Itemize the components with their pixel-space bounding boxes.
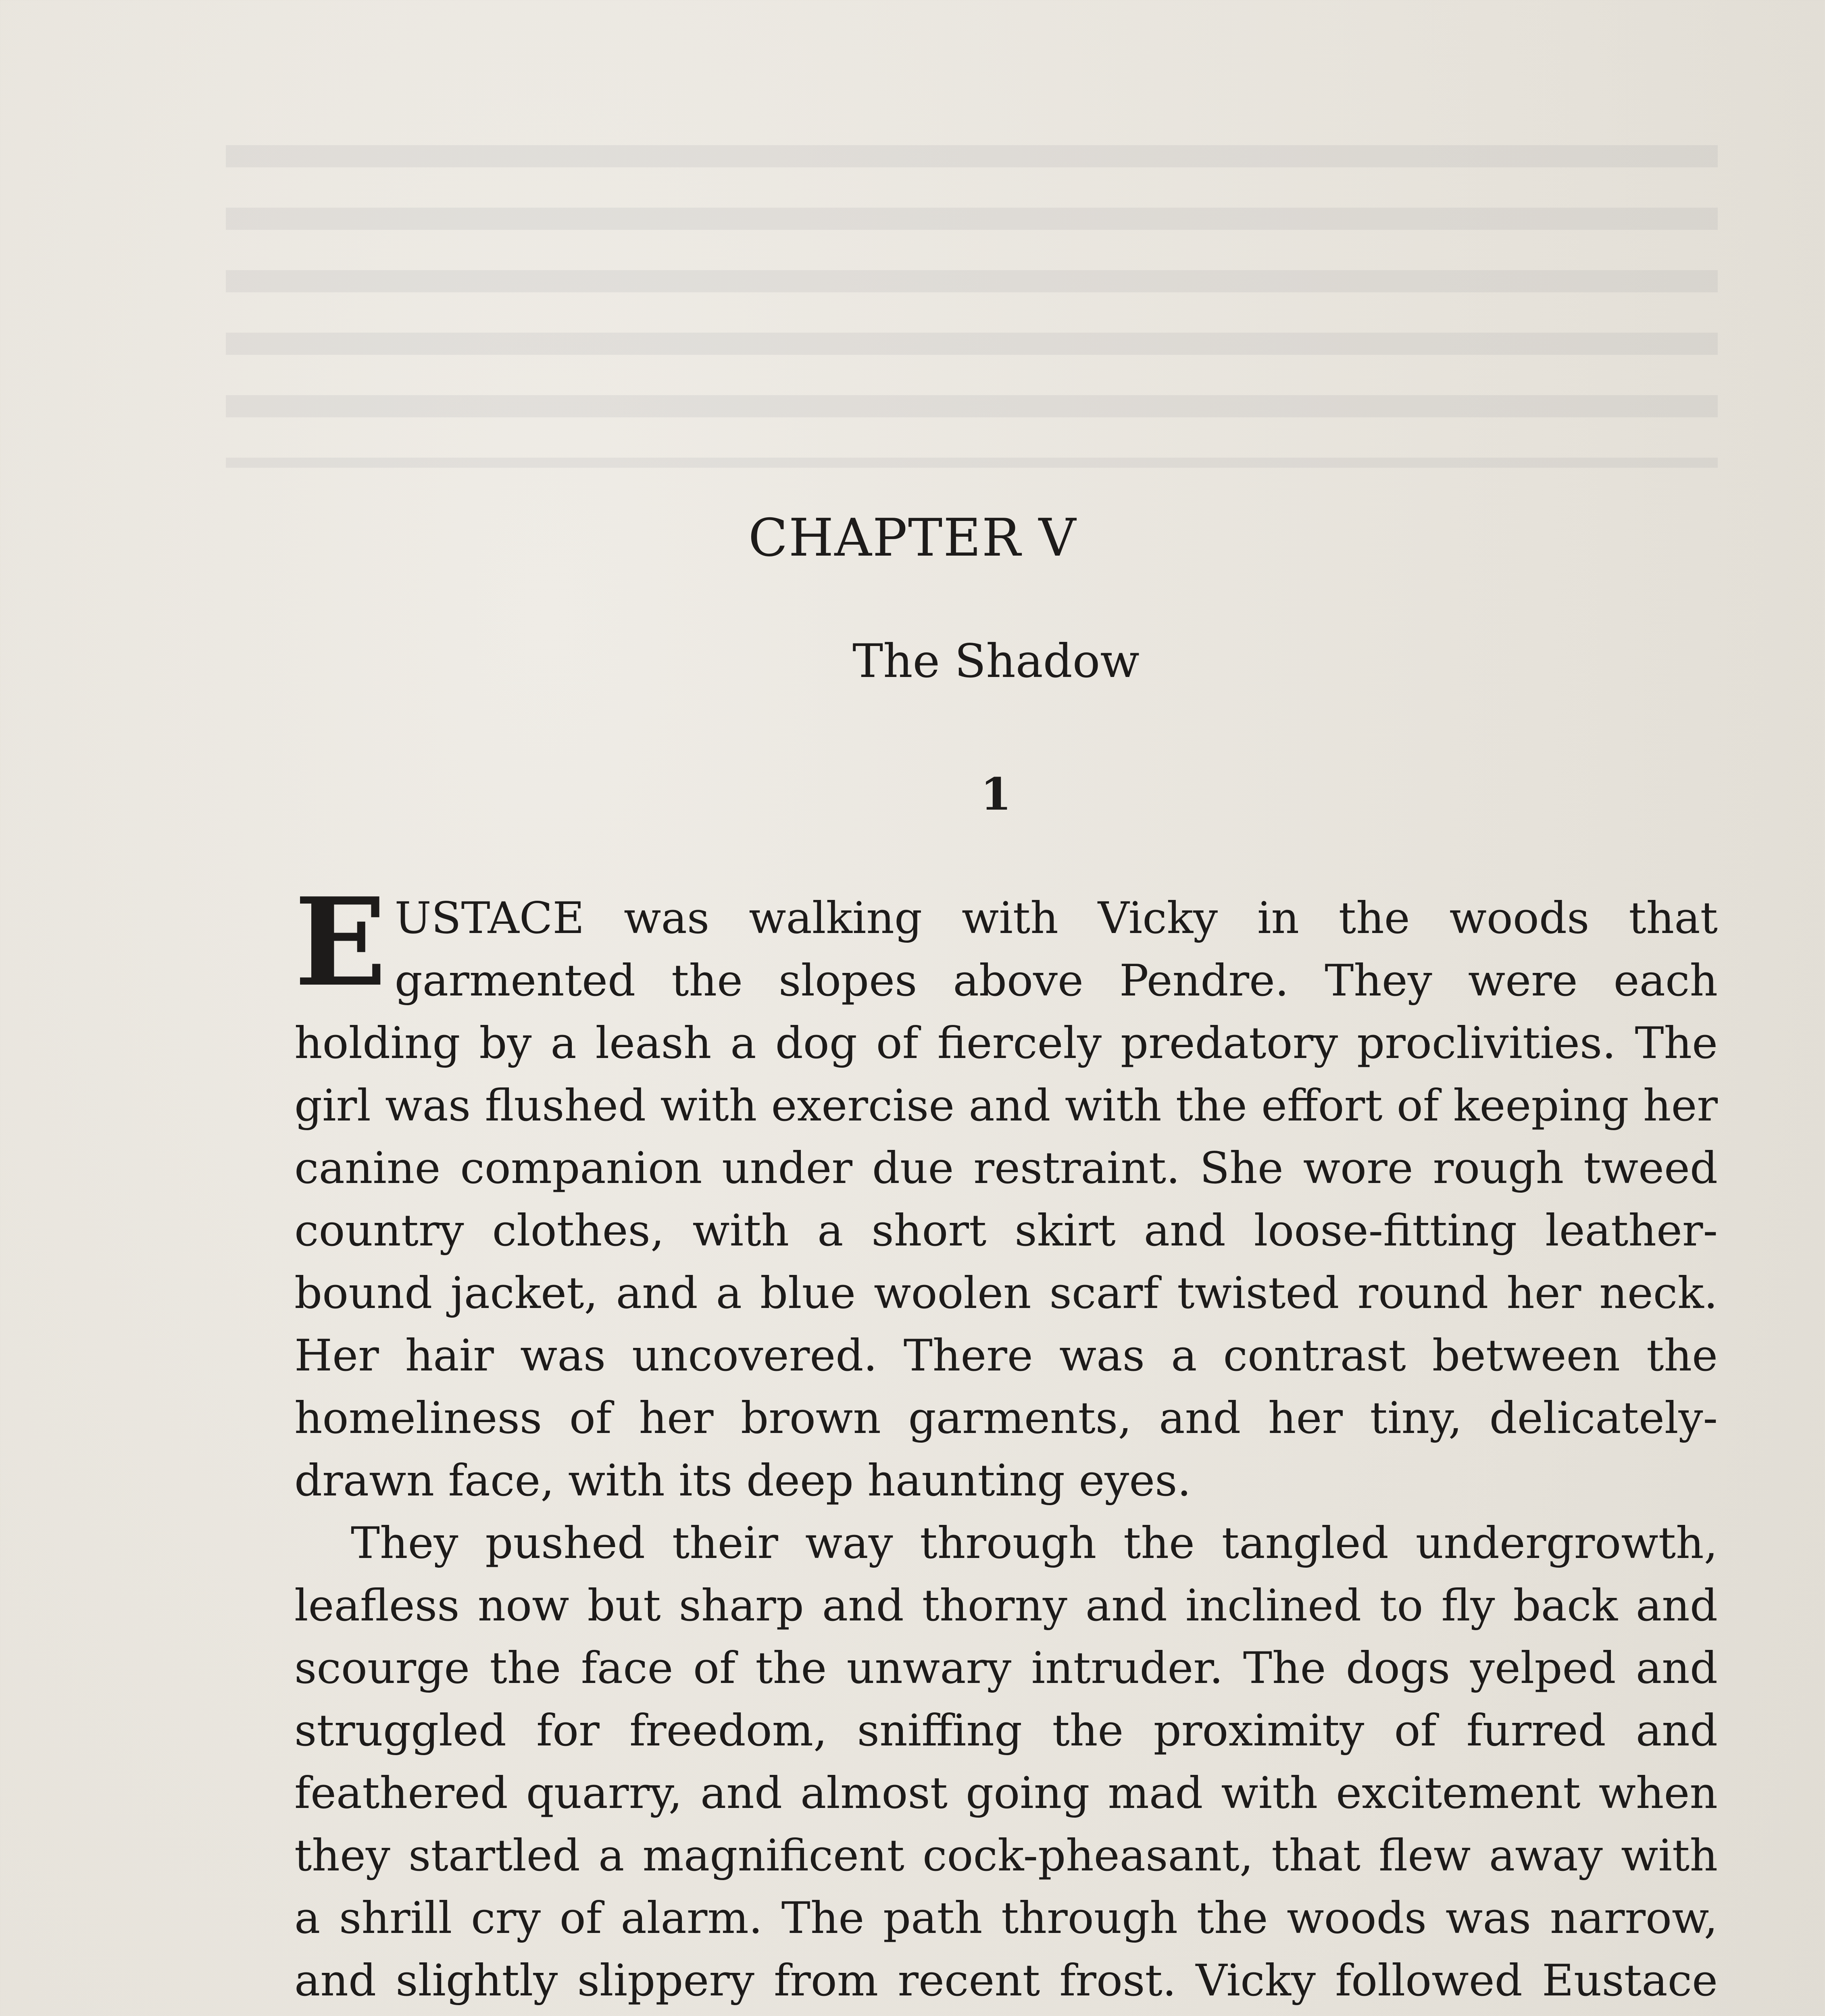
drop-cap: E [294,871,387,1013]
paragraph-1 [294,871,1718,1512]
paragraph-2: They pushed their way through the tangled undergrowth, leafless now but sharp and thorny and inclined to fly back and scourge the face of the unwary intruder. The dogs yelped and struggled for freedom, sniffing the proximity of furred and feathered quarry, and almost going mad with excitement when they startled a magnificent cock-pheasant, that flew away with a shrill cry of alarm. The path through the woods was narrow, and slightly slippery from recent frost. Vicky followed Eustace [294,1518,1718,2006]
chapter-heading: CHAPTER V [748,508,1077,568]
section-number: 1 [980,768,1012,820]
body-text [294,871,1718,2016]
paragraph-1-text: USTACE was walking with Vicky in the woods that garmented the slopes above Pendre. They were each holding by a leash a dog of fiercely predatory proclivities. The girl was flushed with exercise and with the effort of keeping her canine companion under due restraint. She wore rough tweed country clothes, with a short skirt and loose-fitting leather-bound jacket, and a blue woolen scarf twisted round her neck. Her hair was uncovered. There was a contrast between the homeliness of her brown garments, and her tiny, delicately-drawn face, with its deep haunting eyes. [294,893,1718,1506]
bleed-through-texture [226,145,1718,468]
chapter-subtitle: The Shadow [852,634,1140,688]
